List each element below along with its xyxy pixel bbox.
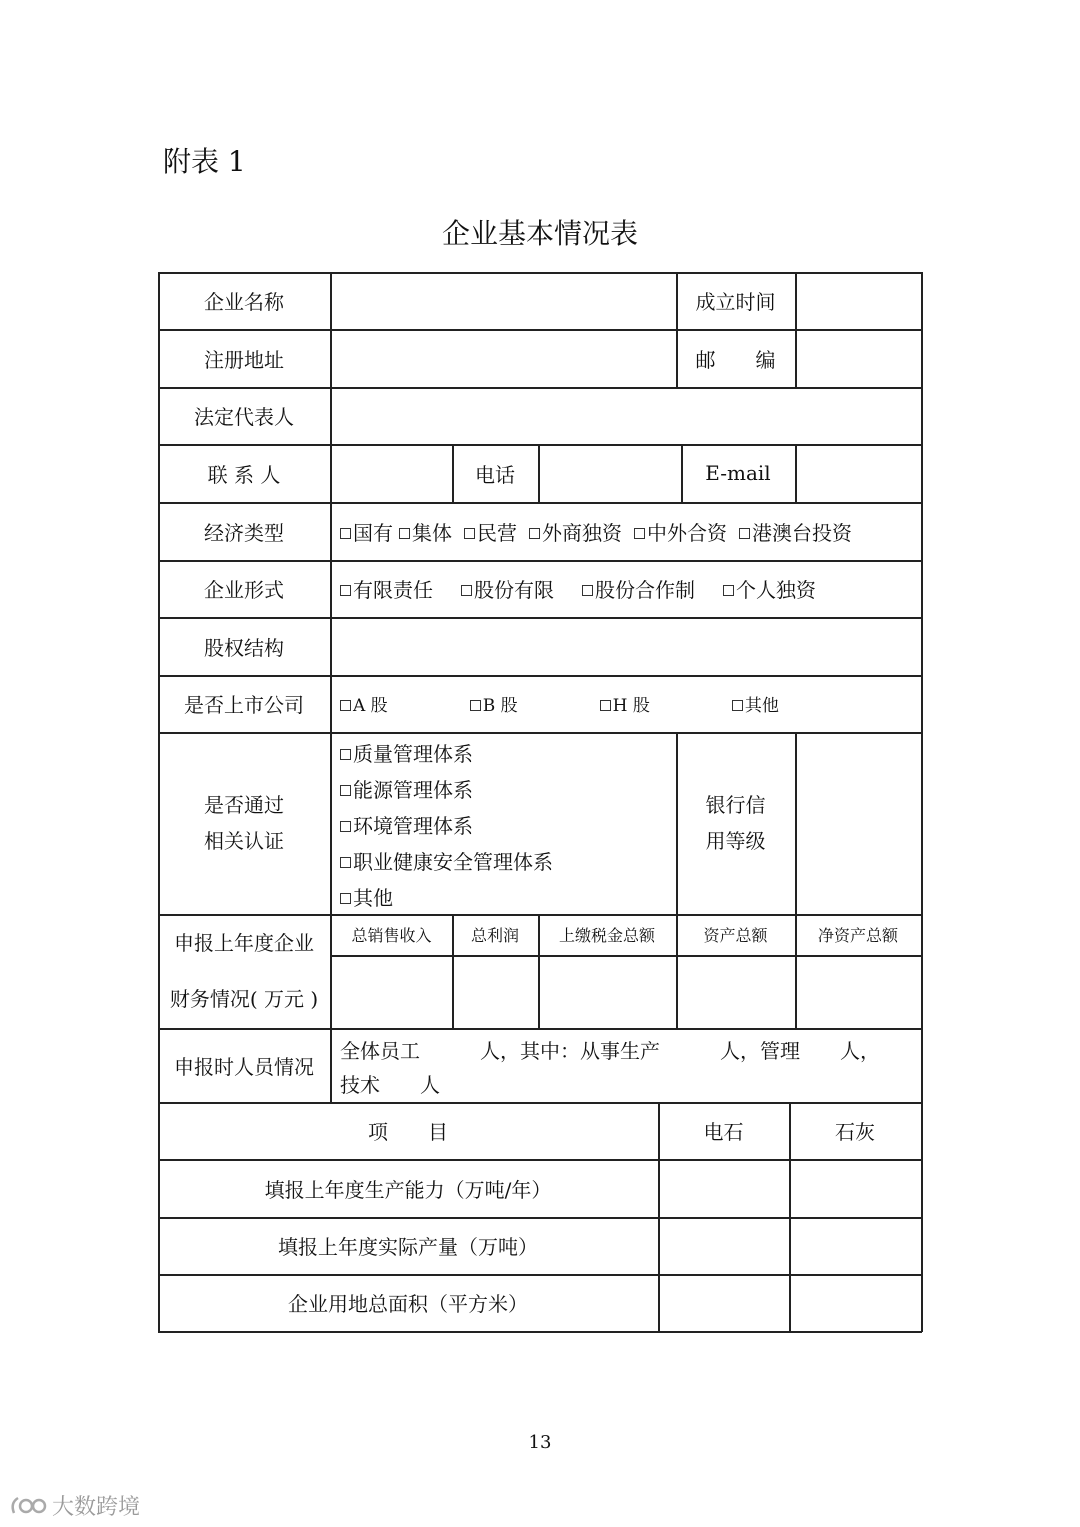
cert-label-line2: 相关认证 [204, 829, 284, 853]
finance-profit-field[interactable] [453, 956, 538, 1028]
finance-col-tax: 上缴税金总额 [558, 926, 655, 945]
econ-option-collective[interactable]: 集体 [399, 517, 452, 546]
land-lime-field[interactable] [790, 1274, 921, 1331]
form-options [340, 560, 920, 617]
listed-option-a[interactable]: A 股 [340, 691, 388, 716]
checkbox-icon [340, 585, 351, 596]
cert-option-ohs[interactable]: 职业健康安全管理体系 [340, 844, 553, 880]
checkbox-icon [340, 700, 351, 711]
production-row-output: 填报上年度实际产量（万吨） [278, 1235, 538, 1259]
established-label: 成立时间 [695, 290, 776, 314]
bank-field[interactable] [796, 732, 921, 914]
econ-type-options [340, 502, 920, 560]
cert-options [340, 736, 670, 912]
listed-options [340, 675, 920, 732]
listed-option-other[interactable]: 其他 [732, 691, 779, 716]
production-row-land: 企业用地总面积（平方米） [288, 1292, 528, 1316]
finance-label-line1: 申报上年度企业 [174, 931, 314, 955]
staff-line2: 技术 人 [340, 1073, 440, 1097]
bank-label [676, 732, 795, 914]
watermark-logo-icon [8, 1493, 48, 1519]
finance-col-assets: 资产总额 [703, 926, 768, 945]
cert-label [158, 732, 330, 914]
checkbox-icon [461, 585, 472, 596]
checkbox-icon [529, 528, 540, 539]
finance-net-assets-field[interactable] [796, 956, 921, 1028]
equity-field[interactable] [331, 617, 921, 675]
cert-option-energy[interactable]: 能源管理体系 [340, 772, 473, 808]
form-title: 企业基本情况表 [441, 217, 638, 250]
listed-option-b[interactable]: B 股 [470, 691, 518, 716]
company-name-field[interactable] [331, 272, 676, 329]
form-option-ltd[interactable]: 有限责任 [340, 574, 433, 603]
production-header-lime: 石灰 [835, 1120, 875, 1144]
output-lime-field[interactable] [790, 1217, 921, 1274]
finance-col-profit: 总利润 [470, 926, 519, 945]
econ-option-state[interactable]: 国有 [340, 517, 393, 546]
checkbox-icon [634, 528, 645, 539]
capacity-carbide-field[interactable] [659, 1159, 789, 1217]
postcode-label: 邮 编 [695, 347, 776, 372]
checkbox-icon [340, 821, 351, 832]
legal-rep-field[interactable] [331, 387, 921, 444]
checkbox-icon [600, 700, 611, 711]
land-carbide-field[interactable] [659, 1274, 789, 1331]
address-field[interactable] [331, 329, 676, 387]
email-field[interactable] [796, 444, 921, 502]
cert-option-quality[interactable]: 质量管理体系 [340, 736, 473, 772]
form-option-sole[interactable]: 个人独资 [723, 574, 816, 603]
listed-option-h[interactable]: H 股 [600, 691, 650, 716]
econ-option-jv[interactable]: 中外合资 [634, 517, 727, 546]
appendix-label: 附表 1 [163, 145, 246, 178]
bank-label-line2: 用等级 [705, 829, 766, 853]
checkbox-icon [470, 700, 481, 711]
checkbox-icon [340, 857, 351, 868]
page-number: 13 [528, 1432, 552, 1453]
production-header-carbide: 电石 [703, 1120, 744, 1144]
cert-other-blank[interactable] [393, 893, 501, 916]
econ-option-private[interactable]: 民营 [464, 517, 517, 546]
email-label: E-mail [705, 461, 771, 485]
production-header-item: 项 目 [368, 1120, 448, 1144]
checkbox-icon [340, 528, 351, 539]
econ-type-label: 经济类型 [204, 520, 284, 545]
checkbox-icon [582, 585, 593, 596]
cert-label-line1: 是否通过 [204, 793, 284, 817]
econ-option-foreign[interactable]: 外商独资 [529, 517, 622, 546]
form-option-joint-stock[interactable]: 股份有限 [461, 574, 554, 603]
checkbox-icon [340, 893, 351, 904]
company-name-label: 企业名称 [204, 290, 284, 314]
staff-line1: 全体员工 人，其中：从事生产 人，管理 人， [340, 1039, 880, 1063]
checkbox-icon [340, 785, 351, 796]
finance-col-net-assets: 净资产总额 [817, 926, 898, 945]
contact-label: 联 系 人 [207, 462, 281, 487]
checkbox-icon [732, 700, 743, 711]
capacity-lime-field[interactable] [790, 1159, 921, 1217]
bank-label-line1: 银行信 [705, 793, 766, 817]
staff-text[interactable] [340, 1034, 910, 1100]
form-label: 企业形式 [204, 578, 284, 602]
cert-option-environment[interactable]: 环境管理体系 [340, 808, 473, 844]
watermark [8, 1490, 140, 1521]
finance-label [158, 914, 330, 1028]
phone-label: 电话 [475, 462, 515, 487]
checkbox-icon [464, 528, 475, 539]
checkbox-icon [340, 749, 351, 760]
phone-field[interactable] [539, 444, 681, 502]
form-option-coop[interactable]: 股份合作制 [582, 574, 695, 603]
checkbox-icon [399, 528, 410, 539]
production-row-capacity: 填报上年度生产能力（万吨/年） [264, 1177, 552, 1202]
contact-field[interactable] [331, 444, 452, 502]
legal-rep-label: 法定代表人 [194, 405, 294, 429]
finance-tax-field[interactable] [539, 956, 676, 1028]
econ-option-hmt[interactable]: 港澳台投资 [739, 517, 852, 546]
listed-label: 是否上市公司 [184, 693, 304, 717]
equity-label: 股权结构 [204, 635, 284, 660]
finance-sales-field[interactable] [331, 956, 452, 1028]
address-label: 注册地址 [204, 347, 284, 372]
checkbox-icon [723, 585, 734, 596]
checkbox-icon [739, 528, 750, 539]
watermark-text: 大数跨境 [52, 1495, 141, 1520]
finance-col-sales: 总销售收入 [351, 926, 432, 945]
output-carbide-field[interactable] [659, 1217, 789, 1274]
staff-label: 申报时人员情况 [174, 1054, 314, 1079]
established-field[interactable] [796, 272, 921, 329]
cert-option-other[interactable]: 其他 [340, 880, 501, 916]
finance-label-line2: 财务情况( 万元 ) [169, 987, 319, 1011]
postcode-field[interactable] [796, 329, 921, 387]
finance-assets-field[interactable] [677, 956, 795, 1028]
